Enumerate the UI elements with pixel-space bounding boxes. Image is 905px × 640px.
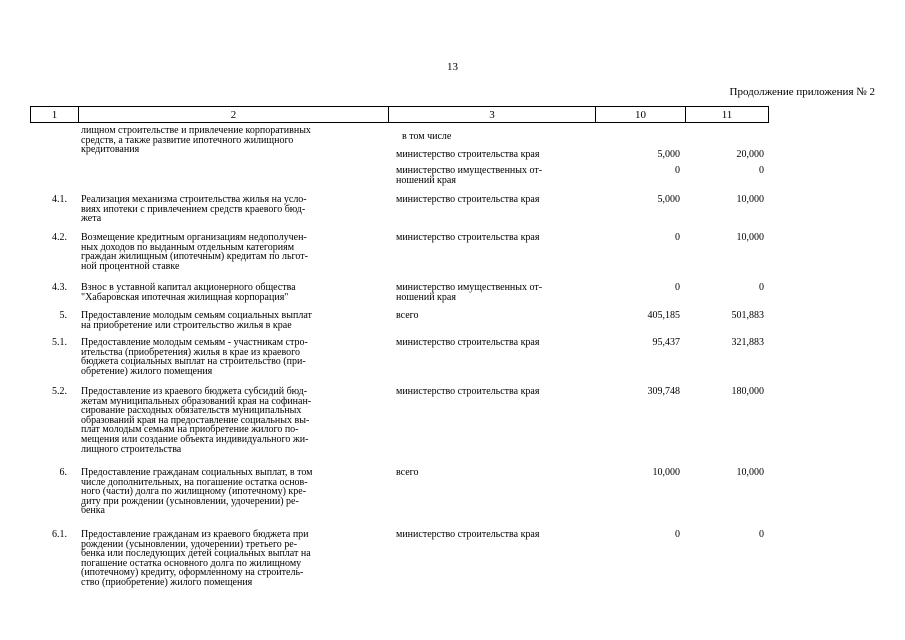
row-executor — [396, 166, 588, 185]
row-name-line: бюджета социальных выплат на строительство (при- — [81, 356, 306, 368]
row-executor-line: министерство строительства края — [396, 337, 540, 348]
row-name-line: Взнос в уставной капитал акционерного общества — [81, 282, 296, 293]
row-name — [81, 126, 384, 155]
row-number: 6.1. — [52, 529, 67, 540]
row-value-11: 10,000 — [736, 467, 764, 478]
row-name-line: виях ипотеки с привлечением средств краевого бюд- — [81, 203, 306, 215]
row-name-line: ство (приобретение) жилого помещения — [81, 576, 253, 588]
row-name — [81, 195, 384, 224]
row-value-10: 95,437 — [652, 337, 680, 348]
row-executor-line: министерство строительства края — [396, 386, 540, 397]
row-executor-line: в том числе — [402, 131, 452, 142]
row-value-10: 0 — [675, 232, 680, 243]
row-number: 4.2. — [52, 232, 67, 243]
row-value-10: 309,748 — [647, 386, 680, 397]
row-name-line: диту при рождении (усыновлении, удочерении) ре- — [81, 495, 299, 507]
row-value-11: 501,883 — [731, 310, 764, 321]
row-value-11: 10,000 — [736, 232, 764, 243]
row-name-line: обретение) жилого помещения — [81, 365, 213, 377]
row-executor — [396, 530, 588, 540]
row-value-11: 0 — [759, 282, 764, 293]
continuation-label: Продолжение приложения № 2 — [729, 86, 875, 98]
row-name-line: бенка — [81, 505, 105, 517]
row-name-line: плат молодым семьям на приобретение жилого по- — [81, 424, 299, 436]
row-executor-line: министерство имущественных от- — [396, 165, 543, 176]
row-value-10: 5,000 — [657, 194, 680, 205]
row-name-line: жета — [81, 213, 102, 225]
row-name-line: лищном строительстве и привлечение корпоративных — [81, 125, 311, 136]
row-value-10: 405,185 — [647, 310, 680, 321]
row-name-line: ного (части) долга по жилищному (ипотечному) кре- — [81, 486, 307, 498]
row-executor-line: всего — [396, 467, 419, 478]
row-executor — [396, 311, 588, 321]
row-number: 6. — [59, 467, 67, 478]
row-name — [81, 530, 384, 588]
row-executor-line: министерство строительства края — [396, 232, 540, 243]
row-name-line: кредитования — [81, 144, 140, 156]
row-number: 4.1. — [52, 194, 67, 205]
row-executor-line: министерство строительства края — [396, 149, 540, 160]
row-executor-line: министерство строительства края — [396, 529, 540, 540]
row-name-line: рождении (усыновлении, удочерении) третьего ре- — [81, 538, 298, 550]
row-name-line: лищного строительства — [81, 443, 182, 455]
row-name-line: средств, а также развитие ипотечного жилищного — [81, 134, 294, 146]
row-name — [81, 233, 384, 271]
row-name-line: ной процентной ставке — [81, 260, 180, 272]
row-value-11: 0 — [759, 165, 764, 176]
page-number: 13 — [447, 61, 458, 73]
row-executor — [396, 150, 588, 160]
row-executor — [396, 387, 588, 397]
header-cell: 10 — [596, 107, 686, 122]
row-name-line: (ипотечному) кредиту, оформленному на строитель- — [81, 567, 304, 579]
row-executor — [396, 195, 588, 205]
row-name-line: Предоставление из краевого бюджета субсидий бюд- — [81, 386, 308, 397]
row-number: 5.2. — [52, 386, 67, 397]
row-name-line: жетам муниципальных образований края на софинан- — [81, 395, 312, 407]
row-name-line: ительства (приобретения) жилья в крае из краевого — [81, 346, 300, 358]
header-cell: 2 — [79, 107, 389, 122]
row-executor-line: ношений края — [396, 174, 456, 186]
row-name — [81, 283, 384, 302]
row-name-line: граждан жилищным (ипотечным) кредитам по льгот- — [81, 251, 308, 263]
row-executor — [396, 338, 588, 348]
row-value-11: 0 — [759, 529, 764, 540]
row-name-line: мещения или создание объекта индивидуального жи- — [81, 433, 309, 445]
row-name — [81, 311, 384, 330]
row-name — [81, 468, 384, 516]
row-name-line: Предоставление гражданам социальных выплат, в том — [81, 467, 313, 478]
row-value-10: 0 — [675, 282, 680, 293]
row-value-10: 0 — [675, 165, 680, 176]
row-name-line: сирование расходных обязательств муниципальных — [81, 405, 302, 417]
row-name-line: бенка или последующих детей социальных выплат на — [81, 548, 311, 560]
row-number: 5. — [59, 310, 67, 321]
header-cell: 3 — [389, 107, 596, 122]
row-name-line: ных доходов по выданным отдельным категориям — [81, 241, 295, 253]
row-executor — [396, 468, 588, 478]
row-name-line: образований края на предоставление социальных вы- — [81, 414, 310, 426]
row-executor-line: министерство имущественных от- — [396, 282, 543, 293]
row-executor-line: министерство строительства края — [396, 194, 540, 205]
row-executor — [402, 132, 594, 142]
row-name-line: на приобретение или строительство жилья в крае — [81, 319, 292, 331]
row-name-line: Предоставление молодым семьям социальных выплат — [81, 310, 312, 321]
row-name-line: Предоставление гражданам из краевого бюджета при — [81, 529, 309, 540]
row-name-line: Реализация механизма строительства жилья на усло- — [81, 194, 307, 205]
row-value-10: 10,000 — [652, 467, 680, 478]
row-value-10: 0 — [675, 529, 680, 540]
row-value-11: 10,000 — [736, 194, 764, 205]
table-header — [30, 106, 769, 123]
row-name — [81, 338, 384, 376]
row-executor — [396, 283, 588, 302]
header-cell: 1 — [31, 107, 79, 122]
row-name-line: числе дополнительных, на погашение остатка основ- — [81, 476, 308, 488]
row-name-line: погашение остатка основного долга по жилищному — [81, 557, 302, 569]
row-value-10: 5,000 — [657, 149, 680, 160]
row-executor-line: всего — [396, 310, 419, 321]
row-name-line: Возмещение кредитным организациям недополучен- — [81, 232, 307, 243]
row-name — [81, 387, 384, 454]
row-name-line: "Хабаровская ипотечная жилищная корпорация" — [81, 291, 289, 303]
header-cell: 11 — [721, 109, 733, 121]
row-value-11: 321,883 — [731, 337, 764, 348]
row-value-11: 180,000 — [731, 386, 764, 397]
row-value-11: 20,000 — [736, 149, 764, 160]
row-number: 4.3. — [52, 282, 67, 293]
row-executor-line: ношений края — [396, 291, 456, 303]
row-name-line: Предоставление молодым семьям - участникам стро- — [81, 337, 308, 348]
row-number: 5.1. — [52, 337, 67, 348]
row-executor — [396, 233, 588, 243]
